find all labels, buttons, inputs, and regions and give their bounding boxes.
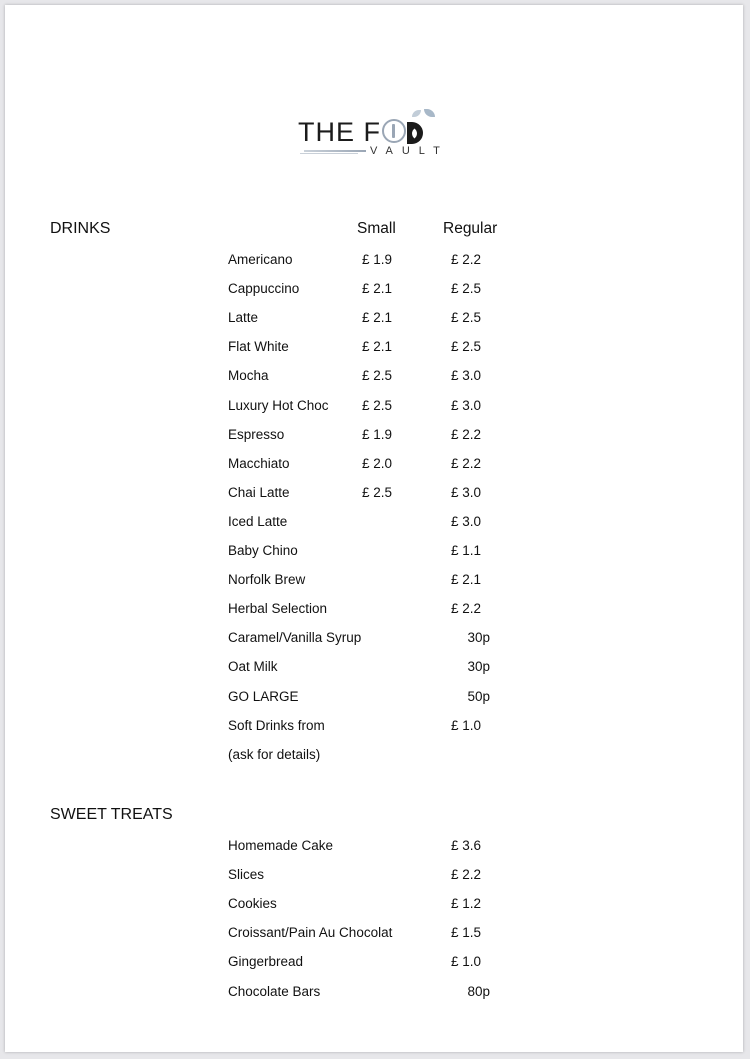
menu-item-row bbox=[228, 396, 528, 416]
price-pence: 50p bbox=[467, 688, 490, 704]
menu-item-name: (ask for details) bbox=[228, 746, 321, 762]
price-pence: 30p bbox=[467, 630, 490, 646]
menu-item-name: Gingerbread bbox=[228, 954, 304, 970]
price-regular: £ 2.2 bbox=[451, 601, 482, 617]
menu-item-row bbox=[228, 865, 528, 885]
price-regular: £ 2.2 bbox=[451, 252, 482, 267]
menu-item-row bbox=[228, 279, 528, 299]
the-food-vault-logo bbox=[298, 109, 468, 161]
menu-item-row bbox=[228, 366, 528, 386]
price-regular: £ 2.1 bbox=[451, 572, 482, 588]
menu-item-row bbox=[228, 628, 528, 648]
section-title-sweet-treats: SWEET TREATS bbox=[50, 806, 173, 823]
leaf-icon bbox=[424, 109, 435, 117]
menu-item-name: GO LARGE bbox=[228, 688, 299, 704]
column-header-regular: Regular bbox=[443, 220, 498, 237]
menu-item-row bbox=[228, 250, 528, 270]
menu-item-name: Cookies bbox=[228, 896, 277, 912]
logo-text-the-f: THE F bbox=[298, 117, 381, 147]
menu-item-name: Chocolate Bars bbox=[228, 983, 321, 999]
price-regular: £ 3.0 bbox=[451, 368, 482, 384]
menu-item-name: Soft Drinks from bbox=[228, 717, 325, 733]
price-small: £ 2.5 bbox=[362, 397, 393, 413]
logo-swoosh-line bbox=[304, 150, 366, 152]
price-regular: £ 3.0 bbox=[451, 484, 482, 500]
menu-item-row bbox=[228, 836, 528, 856]
menu-item-row bbox=[228, 894, 528, 914]
menu-item-name: Norfolk Brew bbox=[228, 572, 306, 588]
menu-item-name: Espresso bbox=[228, 426, 285, 442]
menu-item-row bbox=[228, 308, 528, 328]
menu-item-row bbox=[228, 512, 528, 532]
menu-item-row bbox=[228, 982, 528, 1002]
section-title-drinks: DRINKS bbox=[50, 220, 111, 237]
price-regular: £ 2.5 bbox=[451, 310, 482, 326]
price-small: £ 2.1 bbox=[362, 281, 393, 297]
price-regular: £ 2.5 bbox=[451, 339, 482, 355]
price-regular: £ 1.5 bbox=[451, 925, 482, 941]
leaf-icon bbox=[412, 110, 421, 117]
logo-bottom-text: VAULT bbox=[370, 145, 449, 157]
menu-item-name: Mocha bbox=[228, 368, 269, 384]
price-small: £ 2.5 bbox=[362, 484, 393, 500]
menu-item-row bbox=[228, 337, 528, 357]
menu-item-name: Slices bbox=[228, 867, 265, 883]
menu-item-name: Caramel/Vanilla Syrup bbox=[228, 630, 362, 646]
menu-item-name: Herbal Selection bbox=[228, 601, 328, 617]
menu-item-row bbox=[228, 716, 528, 736]
menu-item-name: Americano bbox=[228, 252, 293, 267]
menu-item-row bbox=[228, 454, 528, 474]
menu-item-name: Iced Latte bbox=[228, 513, 288, 529]
menu-item-row bbox=[228, 952, 528, 972]
price-regular: £ 3.0 bbox=[451, 513, 482, 529]
price-regular: £ 2.2 bbox=[451, 455, 482, 471]
menu-item-name: Chai Latte bbox=[228, 484, 290, 500]
price-small: £ 2.1 bbox=[362, 310, 393, 326]
menu-item-name: Baby Chino bbox=[228, 543, 298, 558]
fork-plate-icon bbox=[382, 119, 406, 143]
menu-item-name: Macchiato bbox=[228, 455, 290, 471]
menu-item-row bbox=[228, 599, 528, 619]
menu-item-name: Cappuccino bbox=[228, 281, 300, 297]
menu-item-row bbox=[228, 923, 528, 943]
price-pence: 30p bbox=[467, 659, 490, 675]
menu-item-row bbox=[228, 483, 528, 503]
menu-item-row bbox=[228, 745, 528, 765]
logo-swoosh-line bbox=[300, 153, 358, 154]
price-regular: £ 1.1 bbox=[451, 543, 482, 558]
menu-item-name: Oat Milk bbox=[228, 659, 278, 675]
menu-item-row bbox=[228, 425, 528, 445]
price-pence: 80p bbox=[467, 983, 490, 999]
menu-item-name: Homemade Cake bbox=[228, 838, 334, 853]
price-small: £ 2.0 bbox=[362, 455, 393, 471]
menu-item-row bbox=[228, 541, 528, 561]
price-regular: £ 3.0 bbox=[451, 397, 482, 413]
menu-page bbox=[5, 5, 743, 1052]
price-regular: £ 2.2 bbox=[451, 867, 482, 883]
price-small: £ 2.5 bbox=[362, 368, 393, 384]
menu-item-name: Flat White bbox=[228, 339, 289, 355]
menu-item-row bbox=[228, 687, 528, 707]
menu-item-row bbox=[228, 570, 528, 590]
price-regular: £ 3.6 bbox=[451, 838, 482, 853]
price-small: £ 1.9 bbox=[362, 252, 393, 267]
leaf-d-icon bbox=[407, 122, 423, 144]
price-regular: £ 1.0 bbox=[451, 954, 482, 970]
price-regular: £ 2.2 bbox=[451, 426, 482, 442]
price-small: £ 2.1 bbox=[362, 339, 393, 355]
price-regular: £ 1.2 bbox=[451, 896, 482, 912]
price-regular: £ 1.0 bbox=[451, 717, 482, 733]
price-regular: £ 2.5 bbox=[451, 281, 482, 297]
menu-item-name: Latte bbox=[228, 310, 259, 326]
logo-top-text bbox=[298, 117, 423, 147]
price-small: £ 1.9 bbox=[362, 426, 393, 442]
menu-item-name: Luxury Hot Choc bbox=[228, 397, 329, 413]
column-header-small: Small bbox=[357, 220, 396, 237]
menu-item-row bbox=[228, 657, 528, 677]
menu-item-name: Croissant/Pain Au Chocolat bbox=[228, 925, 393, 941]
